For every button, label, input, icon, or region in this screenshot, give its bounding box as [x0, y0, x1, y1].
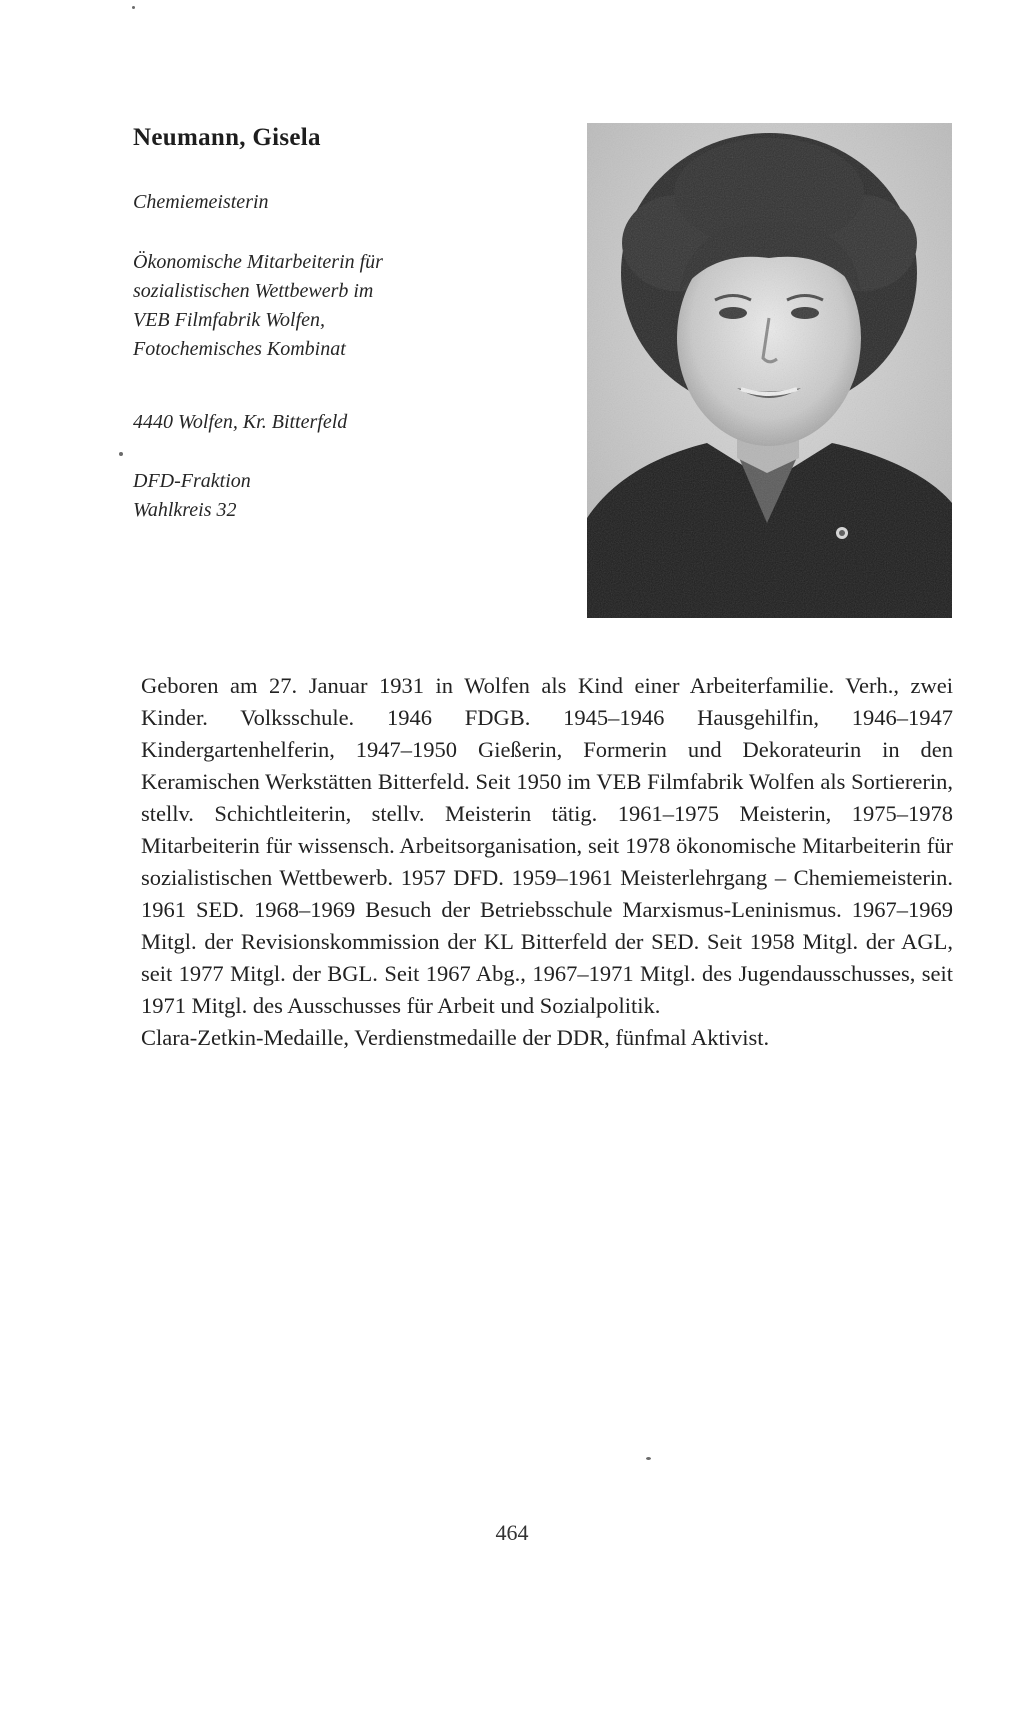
honors: Clara-Zetkin-Medaille, Verdienstmedaille der DDR, fünfmal Aktivist.	[141, 1025, 770, 1050]
page-number: 464	[495, 1520, 529, 1545]
faction: DFD-Fraktion	[133, 470, 251, 492]
position-line: sozialistischen Wettbewerb im	[133, 280, 374, 302]
address: 4440 Wolfen, Kr. Bitterfeld	[133, 411, 348, 433]
position-line: VEB Filmfabrik Wolfen,	[133, 309, 326, 331]
biography	[141, 670, 953, 1054]
position-block	[133, 248, 383, 364]
portrait-photo	[587, 123, 952, 618]
position-line: Fotochemisches Kombinat	[133, 338, 346, 360]
scan-speck	[132, 6, 135, 9]
entry-name: Neumann, Gisela	[133, 124, 321, 151]
constituency: Wahlkreis 32	[133, 499, 237, 521]
occupation: Chemiemeisterin	[133, 191, 269, 213]
scan-speck	[646, 1457, 651, 1460]
scan-speck	[119, 452, 123, 456]
faction-block	[133, 467, 251, 525]
biography-text: Geboren am 27. Januar 1931 in Wolfen als Kind einer Arbeiterfamilie. Verh., zwei Kinder. Volksschule. 1946 FDGB. 1945–1946 Hausgehilfin, 1946–1947 Kindergartenhelferin, 1947–1950 Gießerin, Formerin und Dekorateurin in den Keramischen Werkstätten Bitterfeld. Seit 1950 im VEB Filmfabrik Wolfen als Sortiererin, stellv. Schichtleiterin, stellv. Meisterin tätig. 1961–1975 Meisterin, 1975–1978 Mitarbeiterin für wissensch. Arbeitsorganisation, seit 1978 ökonomische Mitarbeiterin für sozialistischen Wettbewerb. 1957 DFD. 1959–1961 Meisterlehrgang – Chemiemeisterin. 1961 SED. 1968–1969 Besuch der Betriebsschule Marxismus-Leninismus. 1967–1969 Mitgl. der Revisionskommission der KL Bitterfeld der SED. Seit 1958 Mitgl. der AGL, seit 1977 Mitgl. der BGL. Seit 1967 Abg., 1967–1971 Mitgl. des Jugendausschusses, seit 1971 Mitgl. des Ausschusses für Arbeit und Sozialpolitik.	[141, 673, 953, 1018]
position-line: Ökonomische Mitarbeiterin für	[133, 251, 383, 273]
